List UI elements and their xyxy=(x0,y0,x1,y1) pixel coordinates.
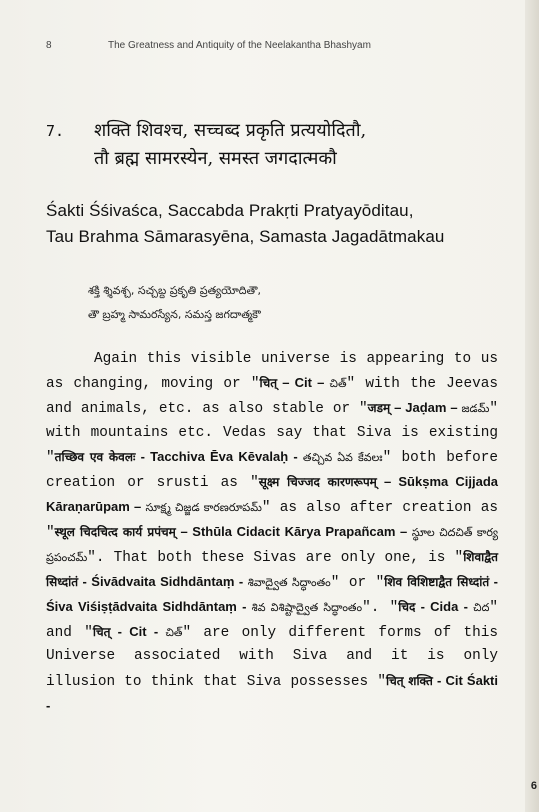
roman-term: – Cit – xyxy=(277,375,330,391)
text-run: " both before creation or srusti as " xyxy=(46,449,499,492)
telugu-term: చిత్ xyxy=(165,626,183,640)
telugu-term: చిద xyxy=(473,601,490,615)
verse-devanagari-line-2: तौ ब्रह्म सामरस्येन, समस्त जगदात्मकौ xyxy=(94,148,337,169)
telugu-term: జడమ్ xyxy=(461,402,490,416)
corner-page-mark: 6 xyxy=(530,780,537,792)
devanagari-term: चित् xyxy=(259,376,278,391)
commentary-body xyxy=(46,348,498,719)
roman-term: - Cida - xyxy=(415,599,474,615)
text-run: " are only different forms of this Universe associated with Siva and it is only illusion to think that Siva possesses " xyxy=(46,625,499,690)
running-header xyxy=(46,40,476,51)
roman-term: - Śivādvaita Sidhdāntaṃ - xyxy=(78,573,248,589)
verse-telugu-line-1: శక్తి శ్శివశ్చ, సచ్చబ్ద ప్రకృతి ప్రత్యయోదితౌ, xyxy=(88,284,261,297)
roman-term: - Cit Śakti - xyxy=(46,672,498,713)
text-run: " or " xyxy=(330,574,385,591)
verse-devanagari-line-1 xyxy=(46,118,366,142)
devanagari-text-1: शक्ति शिवश्च, सच्चब्द प्रकृति प्रत्ययोदितौ, xyxy=(94,120,367,141)
telugu-term: శివాద్వైత సిద్ధాంతం xyxy=(247,575,331,589)
text-run: " as also after creation as " xyxy=(46,500,499,542)
telugu-term: స్థూల చిదచిత్ కార్య ప్రపంచమ్ xyxy=(46,526,498,564)
devanagari-term: शिव विशिष्टाद्वैत सिध्दांतं xyxy=(384,574,490,589)
text-run: " and " xyxy=(46,600,498,642)
roman-term: – Jaḍam – xyxy=(390,400,462,416)
devanagari-term: चिद xyxy=(398,600,416,615)
roman-term: – Sthūla Cidacit Kārya Prapañcam – xyxy=(175,524,412,540)
text-run: ". That both these Sivas are only one, is " xyxy=(87,549,464,566)
verse-telugu-line-2: తౌ బ్రహ్మ సామరస్యేన, సమస్త జగదాత్మకౌ xyxy=(88,308,261,321)
verse-number: 7. xyxy=(46,122,65,140)
devanagari-term: तच्छिव एव केवलः xyxy=(54,449,136,464)
running-title: The Greatness and Antiquity of the Neelakantha Bhashyam xyxy=(108,40,371,51)
roman-term: - Tacchiva Ēva Kēvalaḥ - xyxy=(135,448,303,464)
verse-transliteration-line-1: Śakti Śśivaśca, Saccabda Prakṛti Pratyayōditau, xyxy=(46,201,414,220)
commentary-paragraph xyxy=(46,348,498,719)
devanagari-term: चित् शक्ति xyxy=(386,673,433,688)
roman-term: – Sūkṣma Cijjada Kāraṇarūpam – xyxy=(46,474,499,515)
telugu-term: సూక్ష్మ చిజ్జడ కారణరూపమ్ xyxy=(145,501,262,515)
roman-term: - Cit - xyxy=(110,624,166,640)
verse-transliteration-line-2: Tau Brahma Sāmarasyēna, Samasta Jagadātmakau xyxy=(46,227,445,246)
text-run: " with the Jeevas and animals, etc. as also stable or " xyxy=(46,376,498,418)
page-number: 8 xyxy=(46,40,52,51)
devanagari-term: स्थूल चिदचित्द कार्य प्रपंचम् xyxy=(54,525,176,540)
text-run: " with mountains etc. Vedas say that Siva is existing " xyxy=(46,401,498,466)
telugu-term: శివ విశిష్టాద్వైత సిద్ధాంతం xyxy=(251,601,363,615)
text-run: Again this visible universe is appearing to us as changing, moving or " xyxy=(46,351,498,393)
devanagari-term: शिवाद्वैत सिध्दांतं xyxy=(46,549,498,589)
telugu-term: చిత్ xyxy=(329,377,347,391)
telugu-term: తచ్చివ ఏవ కేవలః xyxy=(302,450,383,464)
roman-term: - Śiva Viśiṣṭādvaita Sidhdāntaṃ - xyxy=(46,573,498,615)
text-run: ". " xyxy=(362,600,399,617)
page-edge xyxy=(525,0,539,812)
devanagari-term: सूक्ष्म चिज्जद कारणरूपम् xyxy=(258,475,377,490)
devanagari-term: जडम् xyxy=(367,401,391,416)
devanagari-term: चित् xyxy=(92,625,111,640)
